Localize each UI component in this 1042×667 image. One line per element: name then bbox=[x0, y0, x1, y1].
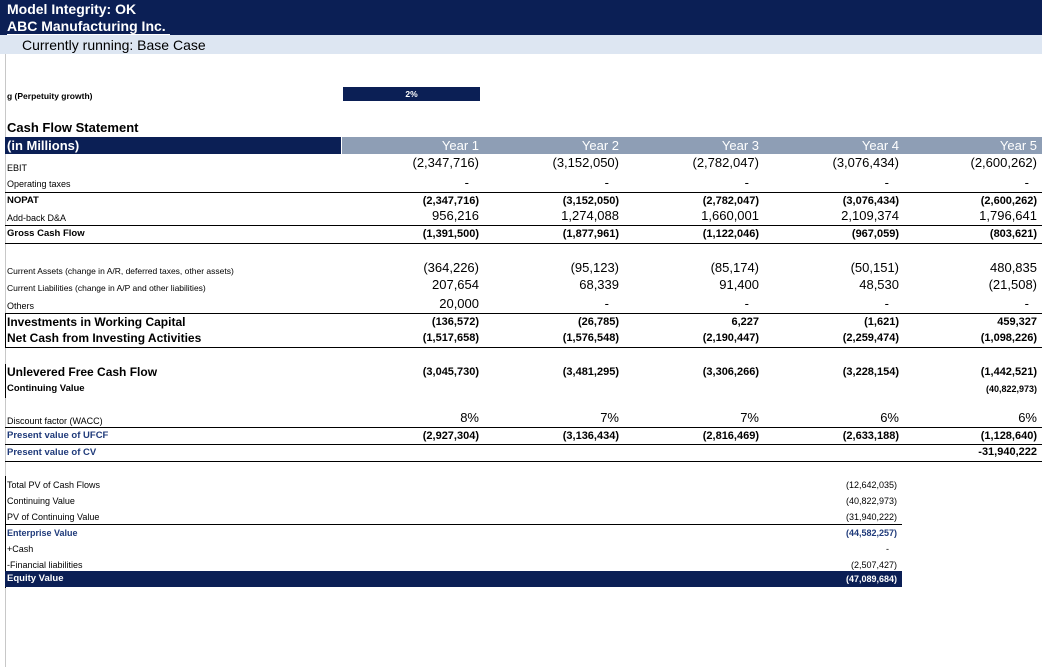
continuing-value-y5: (40,822,973) bbox=[985, 384, 1037, 394]
addback-y5: 1,796,641 bbox=[979, 208, 1037, 223]
operating-taxes-y5: - bbox=[1024, 175, 1029, 190]
operating-taxes-y4: - bbox=[884, 175, 889, 190]
inv-wc-y2: (26,785) bbox=[578, 316, 619, 328]
inv-block-leftbar bbox=[5, 314, 6, 347]
net-cash-inv-y5: (1,098,226) bbox=[980, 332, 1037, 344]
pv-ufcf-y1: (2,927,304) bbox=[422, 430, 479, 442]
pv-continuing-value: (31,940,222) bbox=[845, 512, 897, 522]
pv-continuing-label: PV of Continuing Value bbox=[7, 512, 100, 522]
ebit-y4: (3,076,434) bbox=[832, 155, 899, 170]
inv-wc-y4: (1,621) bbox=[864, 316, 899, 328]
pv-ufcf-y3: (2,816,469) bbox=[702, 430, 759, 442]
pv-cv-label: Present value of CV bbox=[7, 447, 97, 458]
current-liabilities-y2: 68,339 bbox=[579, 277, 619, 292]
ufcf-y2: (3,481,295) bbox=[562, 366, 619, 378]
ebit-y1: (2,347,716) bbox=[412, 155, 479, 170]
inv-wc-y5: 459,327 bbox=[997, 316, 1037, 328]
nopat-y4: (3,076,434) bbox=[842, 195, 899, 207]
ebit-label: EBIT bbox=[7, 163, 28, 173]
year-5-header: Year 5 bbox=[999, 138, 1037, 153]
ebit-y5: (2,600,262) bbox=[970, 155, 1037, 170]
current-liabilities-y3: 91,400 bbox=[719, 277, 759, 292]
total-pv-value: (12,642,035) bbox=[845, 480, 897, 490]
discount-y5: 6% bbox=[1018, 410, 1037, 425]
summary-cv-label: Continuing Value bbox=[7, 496, 75, 506]
ebit-y3: (2,782,047) bbox=[692, 155, 759, 170]
addback-label: Add-back D&A bbox=[7, 213, 67, 223]
year-1-header: Year 1 bbox=[441, 138, 479, 153]
scenario-text: Currently running: Base Case bbox=[22, 37, 206, 53]
inv-wc-y3: 6,227 bbox=[731, 316, 759, 328]
inv-wc-y1: (136,572) bbox=[431, 316, 479, 328]
section-title: Cash Flow Statement bbox=[7, 120, 139, 135]
continuing-value-label: Continuing Value bbox=[7, 383, 85, 394]
gross-cf-y2: (1,877,961) bbox=[562, 228, 619, 240]
others-y4: - bbox=[884, 296, 889, 311]
discount-y1: 8% bbox=[460, 410, 479, 425]
operating-taxes-y3: - bbox=[744, 175, 749, 190]
enterprise-value-label: Enterprise Value bbox=[7, 528, 78, 538]
nopat-y3: (2,782,047) bbox=[702, 195, 759, 207]
current-assets-y4: (50,151) bbox=[850, 260, 899, 275]
addback-y2: 1,274,088 bbox=[561, 208, 619, 223]
addback-y4: 2,109,374 bbox=[841, 208, 899, 223]
pv-cv-y5: -31,940,222 bbox=[978, 446, 1037, 458]
fin-liabilities-value: (2,507,427) bbox=[850, 560, 897, 570]
total-pv-label: Total PV of Cash Flows bbox=[7, 480, 101, 490]
model-integrity-text: Model Integrity: OK bbox=[7, 1, 137, 17]
current-assets-y5: 480,835 bbox=[990, 260, 1037, 275]
net-cash-inv-y2: (1,576,548) bbox=[562, 332, 619, 344]
equity-value-label: Equity Value bbox=[7, 573, 64, 584]
addback-y3: 1,660,001 bbox=[701, 208, 759, 223]
current-liabilities-y4: 48,530 bbox=[859, 277, 899, 292]
cv-block-leftbar bbox=[5, 364, 6, 398]
nopat-y1: (2,347,716) bbox=[422, 195, 479, 207]
nopat-label: NOPAT bbox=[7, 195, 39, 206]
pv-ufcf-y2: (3,136,434) bbox=[562, 430, 619, 442]
pv-ufcf-label: Present value of UFCF bbox=[7, 430, 109, 441]
current-assets-y3: (85,174) bbox=[710, 260, 759, 275]
ufcf-y3: (3,306,266) bbox=[702, 366, 759, 378]
growth-value: 2% bbox=[405, 89, 418, 99]
discount-y3: 7% bbox=[740, 410, 759, 425]
year-3-header: Year 3 bbox=[721, 138, 759, 153]
pv-ufcf-y5: (1,128,640) bbox=[980, 430, 1037, 442]
others-y2: - bbox=[604, 296, 609, 311]
others-y1: 20,000 bbox=[439, 296, 479, 311]
nopat-y5: (2,600,262) bbox=[980, 195, 1037, 207]
current-assets-y2: (95,123) bbox=[570, 260, 619, 275]
current-liabilities-y1: 207,654 bbox=[432, 277, 479, 292]
operating-taxes-label: Operating taxes bbox=[7, 179, 71, 189]
ufcf-y5: (1,442,521) bbox=[980, 366, 1037, 378]
ufcf-label: Unlevered Free Cash Flow bbox=[7, 365, 158, 379]
enterprise-value-value: (44,582,257) bbox=[845, 528, 897, 538]
addback-y1: 956,216 bbox=[432, 208, 479, 223]
discount-label: Discount factor (WACC) bbox=[7, 416, 103, 426]
summary-cv-value: (40,822,973) bbox=[845, 496, 897, 506]
net-cash-inv-label: Net Cash from Investing Activities bbox=[7, 331, 202, 345]
inv-wc-label: Investments in Working Capital bbox=[7, 315, 186, 329]
net-cash-inv-y1: (1,517,658) bbox=[422, 332, 479, 344]
line-after-netcash bbox=[5, 347, 1042, 348]
others-y3: - bbox=[744, 296, 749, 311]
current-assets-y1: (364,226) bbox=[423, 260, 479, 275]
gross-cf-label: Gross Cash Flow bbox=[7, 228, 85, 239]
current-liabilities-label: Current Liabilities (change in A/P and other liabilities) bbox=[7, 283, 206, 293]
others-y5: - bbox=[1024, 296, 1029, 311]
discount-y4: 6% bbox=[880, 410, 899, 425]
section-subtitle: (in Millions) bbox=[7, 138, 80, 153]
current-liabilities-y5: (21,508) bbox=[988, 277, 1037, 292]
current-assets-label: Current Assets (change in A/R, deferred taxes, other assets) bbox=[7, 266, 234, 276]
nopat-y2: (3,152,050) bbox=[562, 195, 619, 207]
discount-y2: 7% bbox=[600, 410, 619, 425]
line-after-pv-ufcf bbox=[5, 444, 1042, 445]
year-4-header: Year 4 bbox=[861, 138, 899, 153]
ufcf-y4: (3,228,154) bbox=[842, 366, 899, 378]
fin-liabilities-label: -Financial liabilities bbox=[7, 560, 83, 570]
operating-taxes-y1: - bbox=[464, 175, 469, 190]
cash-value: - bbox=[886, 544, 889, 554]
gross-cf-y5: (803,621) bbox=[989, 228, 1037, 240]
equity-value-value: (47,089,684) bbox=[845, 574, 897, 584]
others-label: Others bbox=[7, 301, 35, 311]
company-name: ABC Manufacturing Inc. bbox=[7, 18, 166, 34]
net-cash-inv-y3: (2,190,447) bbox=[702, 332, 759, 344]
ufcf-y1: (3,045,730) bbox=[422, 366, 479, 378]
gross-cf-y1: (1,391,500) bbox=[422, 228, 479, 240]
ebit-y2: (3,152,050) bbox=[552, 155, 619, 170]
gross-cf-y3: (1,122,046) bbox=[702, 228, 759, 240]
growth-label: g (Perpetuity growth) bbox=[7, 91, 93, 101]
year-2-header: Year 2 bbox=[581, 138, 619, 153]
net-cash-inv-y4: (2,259,474) bbox=[842, 332, 899, 344]
pv-ufcf-y4: (2,633,188) bbox=[842, 430, 899, 442]
line-after-pv-cv bbox=[5, 461, 1042, 462]
line-after-gross bbox=[5, 243, 1042, 244]
gross-cf-y4: (967,059) bbox=[851, 228, 899, 240]
cash-label: +Cash bbox=[7, 544, 34, 554]
operating-taxes-y2: - bbox=[604, 175, 609, 190]
